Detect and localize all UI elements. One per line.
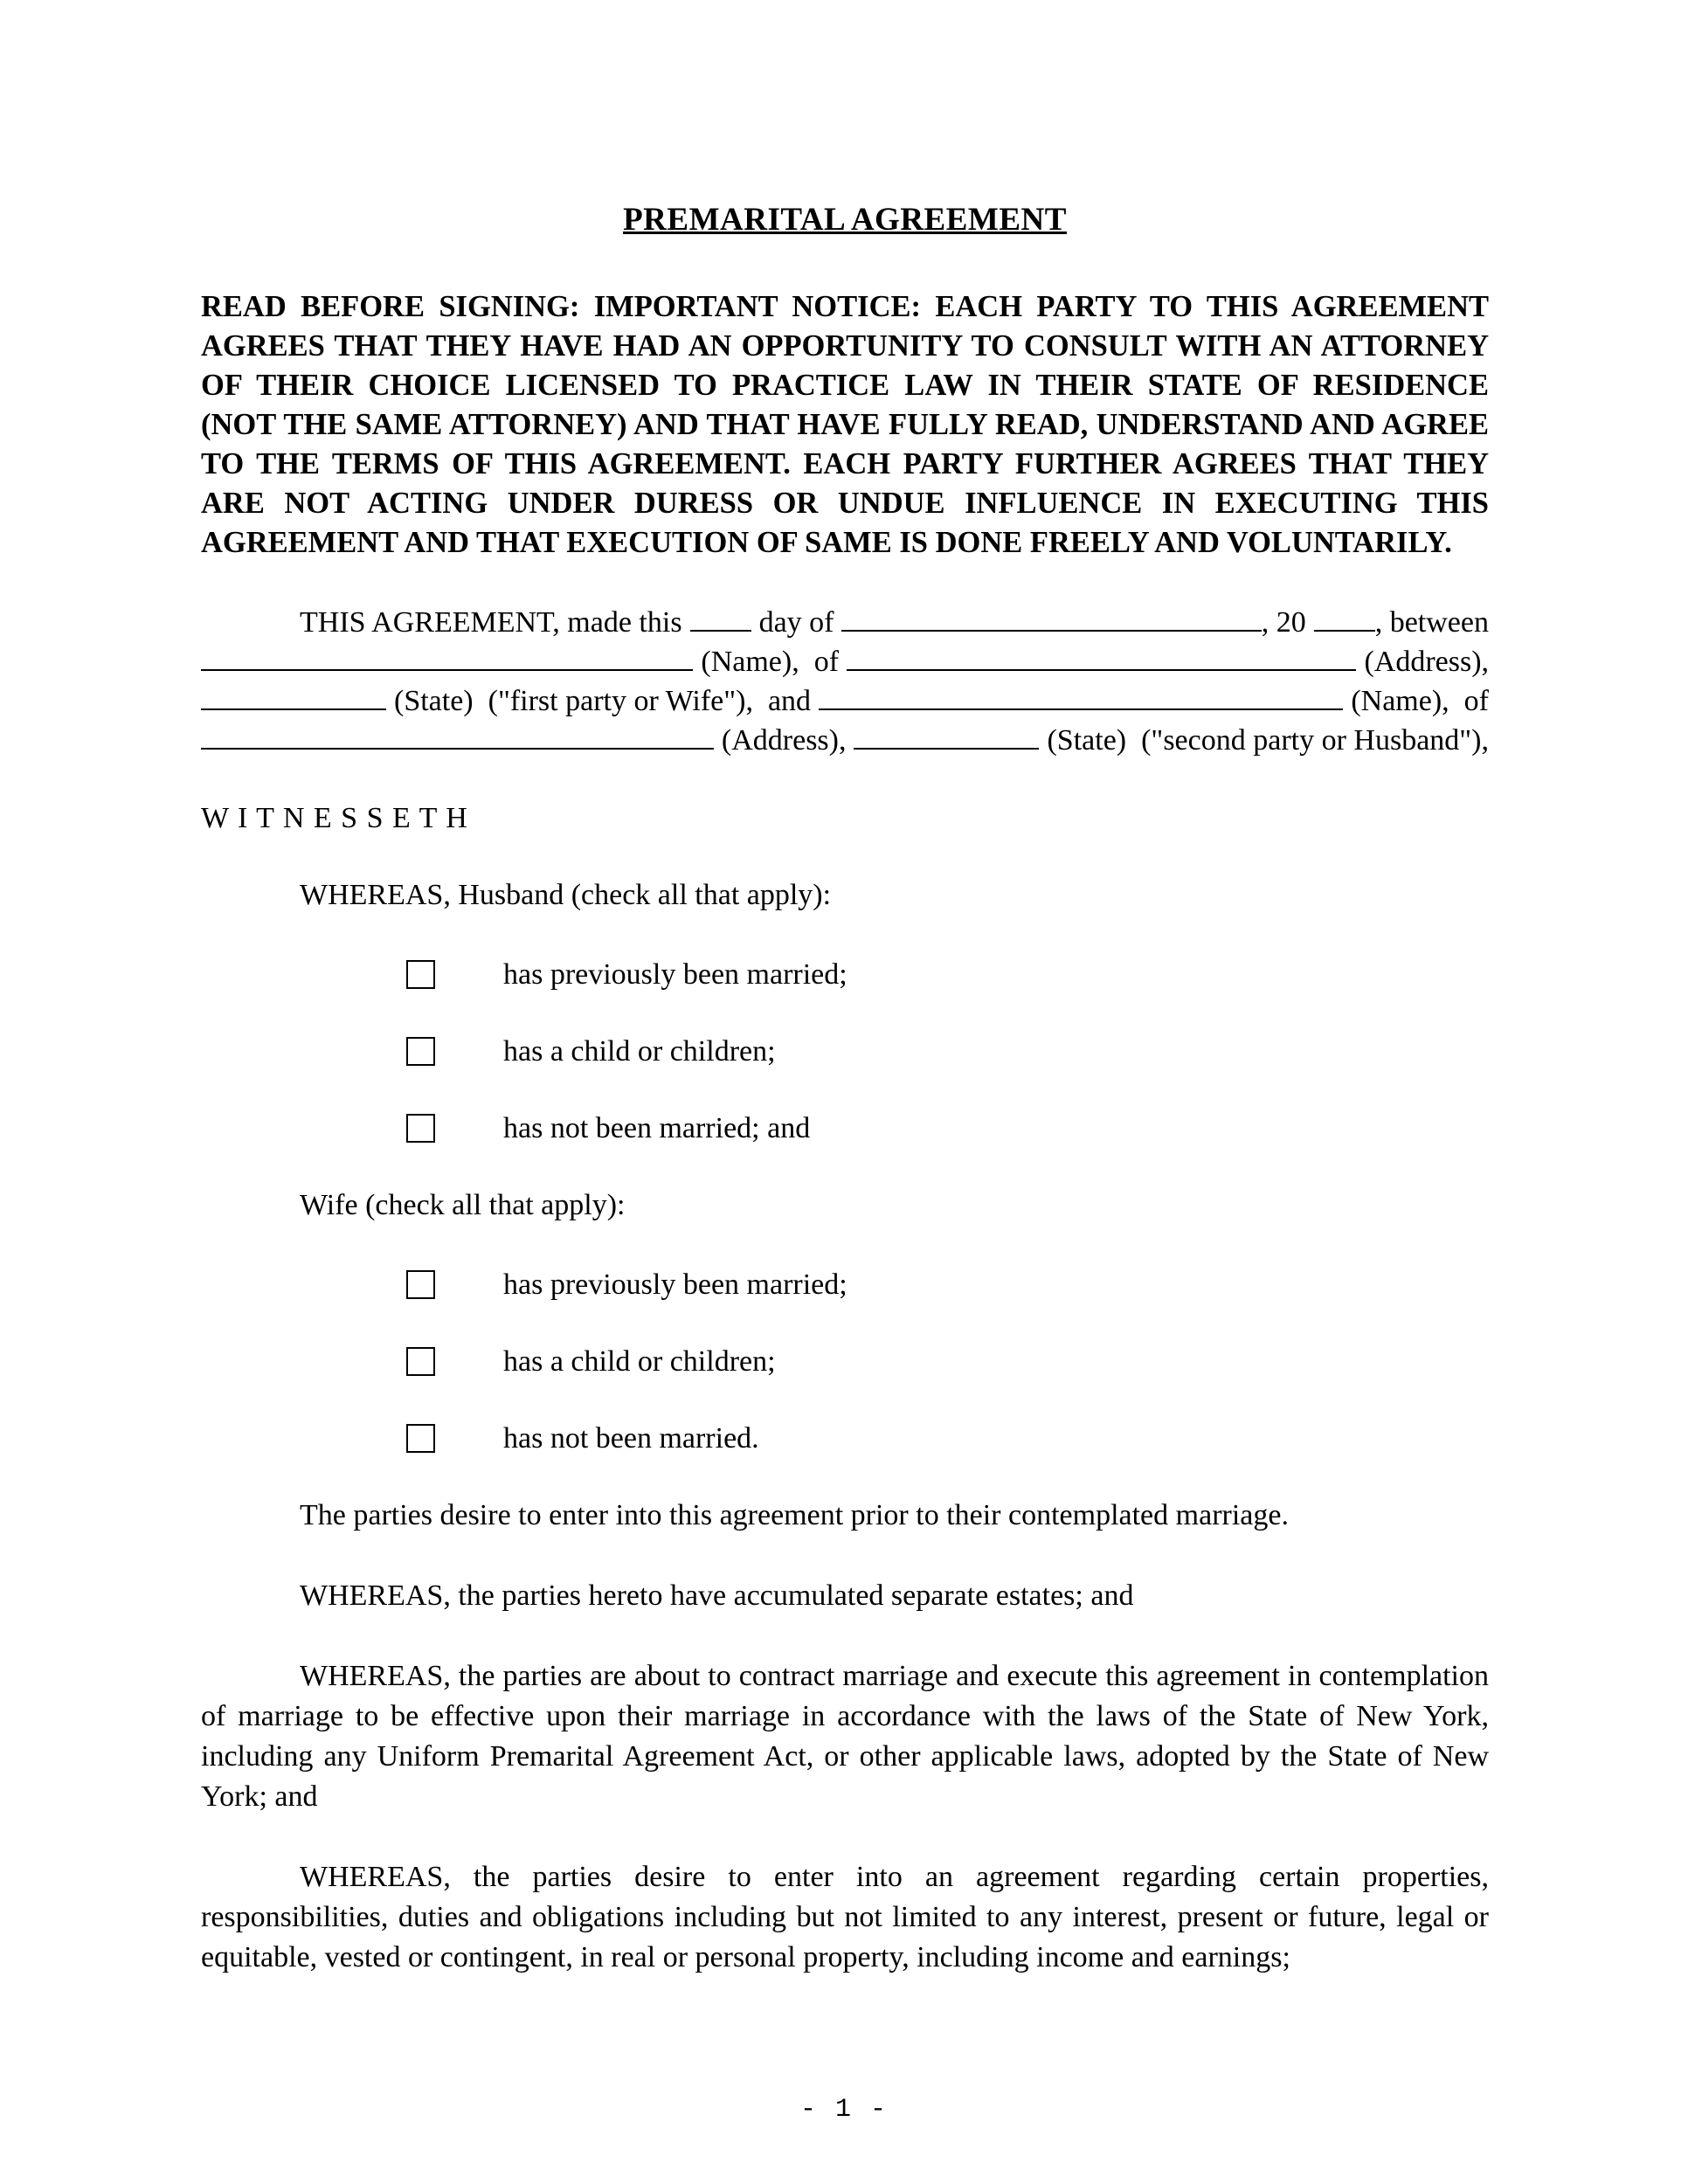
body-paragraph: WHEREAS, the parties are about to contract marriage and execute this agreement in contemplation of marriage to be effective upon their marriage in accordance with the laws of the State of New York, including any Uniform Premarital Agreement Act, or other applicable laws, adopted by the State of New York; and [201,1660,1489,1813]
witnesseth-heading: W I T N E S S E T H [201,802,468,834]
body-paragraph: The parties desire to enter into this agreement prior to their contemplated marriage. [300,1499,1289,1531]
checkbox-label: has a child or children; [503,1345,776,1378]
year-blank-field[interactable] [1314,630,1375,632]
agreement-intro [201,603,1489,760]
wife-name-blank-field[interactable] [201,669,693,671]
intro-text: , 20 [1261,606,1306,639]
wife-state-blank-field[interactable] [201,708,386,710]
wife-not-married-checkbox[interactable] [406,1424,435,1453]
husband-address-blank-field[interactable] [201,748,714,750]
intro-line-3 [201,681,1489,721]
husband-previously-married-checkbox[interactable] [406,960,435,989]
intro-text: THIS AGREEMENT, made this [300,606,682,639]
checklist-row [406,955,1489,994]
checklist-row [406,1342,1489,1381]
wife-check-heading: Wife (check all that apply): [300,1189,626,1221]
intro-text: day of [758,606,834,639]
checkbox-label: has a child or children; [503,1035,776,1068]
intro-text: (Name), of [1351,685,1489,717]
body-paragraph: WHEREAS, the parties hereto have accumulated separate estates; and [300,1579,1134,1612]
husband-name-blank-field[interactable] [819,708,1343,710]
intro-line-2 [201,642,1489,681]
husband-has-children-checkbox[interactable] [406,1037,435,1066]
checklist-row [406,1419,1489,1458]
husband-check-heading: WHEREAS, Husband (check all that apply): [300,879,832,911]
wife-address-blank-field[interactable] [847,669,1356,671]
notice-paragraph: READ BEFORE SIGNING: IMPORTANT NOTICE: EACH PARTY TO THIS AGREEMENT AGREES THAT THEY HAVE HAD AN OPPORTUNITY TO CONSULT WITH AN ATTORNEY OF THEIR CHOICE LICENSED TO PRACTICE LAW IN THEIR STATE OF RESIDENCE (NOT THE SAME ATTORNEY) AND THAT HAVE FULLY READ, UNDERSTAND AND AGREE TO THE TERMS OF THIS AGREEMENT. EACH PARTY FURTHER AGREES THAT THEY ARE NOT ACTING UNDER DURESS OR UNDUE INFLUENCE IN EXECUTING THIS AGREEMENT AND THAT EXECUTION OF SAME IS DONE FREELY AND VOLUNTARILY. [201,290,1489,559]
checkbox-label: has not been married. [503,1422,759,1455]
checkbox-label: has not been married; and [503,1112,811,1144]
intro-text: (Name), of [701,646,840,678]
checklist-row [406,1109,1489,1148]
wife-has-children-checkbox[interactable] [406,1347,435,1376]
intro-text: (State) ("second party or Husband"), [1047,724,1489,757]
page-number: - 1 - [799,2095,888,2125]
body-paragraph: WHEREAS, the parties desire to enter into an agreement regarding certain properties, responsibilities, duties and obligations including but not limited to any interest, present or future, legal or equitable, vested or contingent, in real or personal property, including income and earnings; [201,1861,1489,1973]
checklist-row [406,1032,1489,1071]
husband-state-blank-field[interactable] [854,748,1039,750]
checklist-row [406,1265,1489,1304]
intro-line-4 [201,721,1489,760]
intro-line-1 [201,603,1489,642]
wife-previously-married-checkbox[interactable] [406,1270,435,1299]
husband-checklist [201,955,1489,1148]
intro-text: (Address), [1364,646,1490,678]
husband-not-married-checkbox[interactable] [406,1114,435,1143]
day-blank-field[interactable] [690,630,751,632]
wife-checklist [201,1265,1489,1458]
document-title: PREMARITAL AGREEMENT [623,202,1067,238]
intro-text: (Address), [721,724,847,757]
checkbox-label: has previously been married; [503,1268,847,1301]
intro-text: (State) ("first party or Wife"), and [394,685,812,717]
month-blank-field[interactable] [841,630,1261,632]
checkbox-label: has previously been married; [503,958,847,991]
intro-text: , between [1374,606,1489,639]
